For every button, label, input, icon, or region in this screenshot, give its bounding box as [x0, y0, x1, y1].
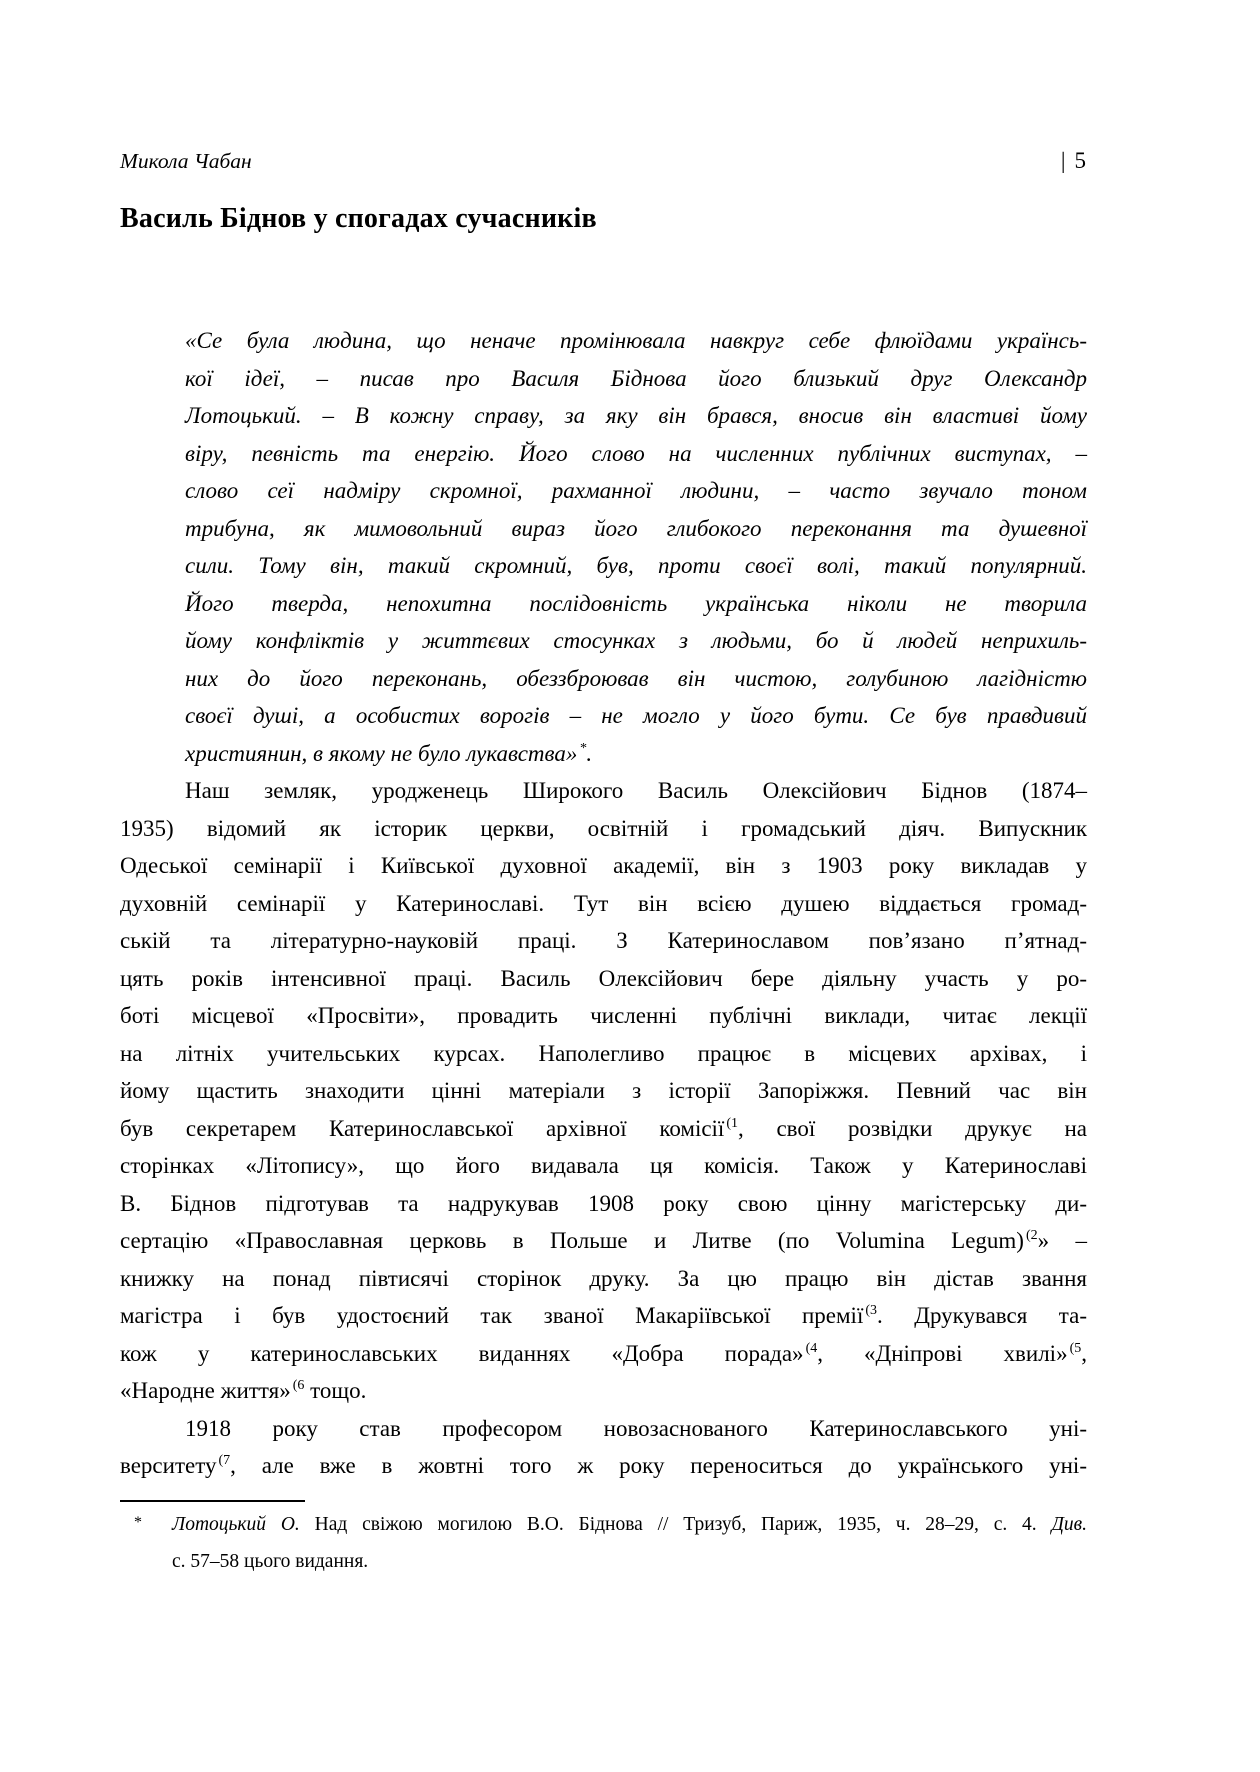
text-line: магістра і був удостоєний так званої Макаріївської премії $^{(3}$. Друкувався та-: [120, 1303, 1088, 1328]
text-line: Лотоцький. – В кожну справу, за яку він брався, вносив він властиві йому: [185, 403, 1087, 428]
running-header: [120, 148, 1087, 174]
text-line: цять років інтенсивної праці. Василь Олексійович бере діяльну участь у ро-: [120, 965, 1087, 991]
text-line: Лотоцький О. Над свіжою могилою В.О. Біднова // Тризуб, Париж, 1935, ч. 28–29, с. 4. Див.: [172, 1513, 1087, 1535]
text-line: сторінках «Літопису», що його видавала ця комісія. Також у Катеринославі: [120, 1153, 1087, 1178]
text-line: В. Біднов підготував та надрукував 1908 року свою цінну магістерську ди-: [120, 1190, 1087, 1216]
text-line: йому конфліктів у життєвих стосунках з людьми, бо й людей неприхиль-: [185, 628, 1087, 653]
text-line: своєї душі, а особистих ворогів – не могло у його бути. Се був правдивий: [185, 703, 1087, 728]
text-line: «Народне життя» $^{(6}$ тощо.: [120, 1378, 367, 1403]
paragraph: [120, 1410, 1087, 1485]
text-line: сили. Тому він, такий скромний, був, проти своєї волі, такий популярний.: [185, 553, 1087, 578]
text-line: с. 57–58 цього видання.: [172, 1550, 369, 1572]
text-line: Одеської семінарії і Київської духовної академії, він з 1903 року викладав у: [120, 853, 1087, 878]
text-line: 1935) відомий як історик церкви, освітній і громадський діяч. Випускник: [120, 815, 1087, 841]
footnote-separator-rule: [120, 1500, 305, 1502]
text-line: 1918 року став професором новозаснованого Катеринославського уні-: [185, 1415, 1087, 1441]
text-line: слово сеї надміру скромної, рахманної людини, – часто звучало тоном: [185, 478, 1087, 503]
text-line: був секретарем Катеринославської архівної комісії $^{(1}$, свої розвідки друкує на: [120, 1115, 1087, 1141]
text-line: «Се була людина, що неначе промінювала навкруг себе флюїдами українсь-: [185, 328, 1087, 353]
text-line: кої ідеї, – писав про Василя Біднова його близький друг Олександр: [185, 365, 1087, 391]
footnote-area: [120, 1500, 1087, 1580]
page-number-separator: |: [1060, 148, 1067, 173]
running-header-author: Микола Чабан: [120, 149, 252, 173]
article-title: Василь Біднов у спогадах сучасників: [120, 203, 597, 234]
text-line: віру, певність та енергію. Його слово на численних публічних виступах, –: [185, 440, 1087, 466]
text-line: боті місцевої «Просвіти», провадить численні публічні виклади, читає лекції: [120, 1003, 1087, 1028]
text-line: християнин, в якому не було лукавства» *.: [185, 740, 593, 766]
text-line: сертацію «Православная церковь в Польше и Литве (по Volumina Legum) $^{(2}$» –: [120, 1228, 1088, 1253]
text-line: верситету $^{(7}$, але вже в жовтні того ж року переноситься до українського уні-: [120, 1453, 1087, 1478]
text-line: кож у катеринославських виданнях «Добра порада» $^{(4}$, «Дніпрові хвилі» $^{(5}$,: [120, 1340, 1087, 1366]
text-line: трибуна, як мимовольний вираз його глибокого переконання та душевної: [185, 515, 1087, 541]
footnote-text: [172, 1506, 1087, 1580]
page-number-value: 5: [1074, 148, 1087, 173]
quote-block: [185, 322, 1087, 772]
text-line: на літніх учительських курсах. Наполегливо працює в місцевих архівах, і: [120, 1040, 1087, 1066]
text-line: Його тверда, непохитна послідовність українська ніколи не творила: [185, 590, 1087, 616]
text-line: духовній семінарії у Катеринославі. Тут він всією душею віддається громад-: [120, 890, 1087, 916]
page-number: [1061, 148, 1087, 174]
text-line: Наш земляк, уродженець Широкого Василь Олексійович Біднов (1874–: [185, 778, 1087, 803]
paragraph: [120, 772, 1087, 1410]
text-line: йому щастить знаходити цінні матеріали з історії Запоріжжя. Певний час він: [120, 1078, 1087, 1103]
text-line: книжку на понад півтисячі сторінок друку. За цю працю він дістав звання: [120, 1265, 1087, 1291]
footnote: [134, 1506, 1087, 1580]
text-line: них до його переконань, обеззброював він чистою, голубиною лагідністю: [185, 665, 1087, 691]
footnote-marker: *: [134, 1513, 142, 1531]
text-line: ській та літературно-науковій праці. З Катеринославом пов’язано п’ятнад-: [120, 928, 1087, 953]
body-text: [120, 772, 1087, 1485]
